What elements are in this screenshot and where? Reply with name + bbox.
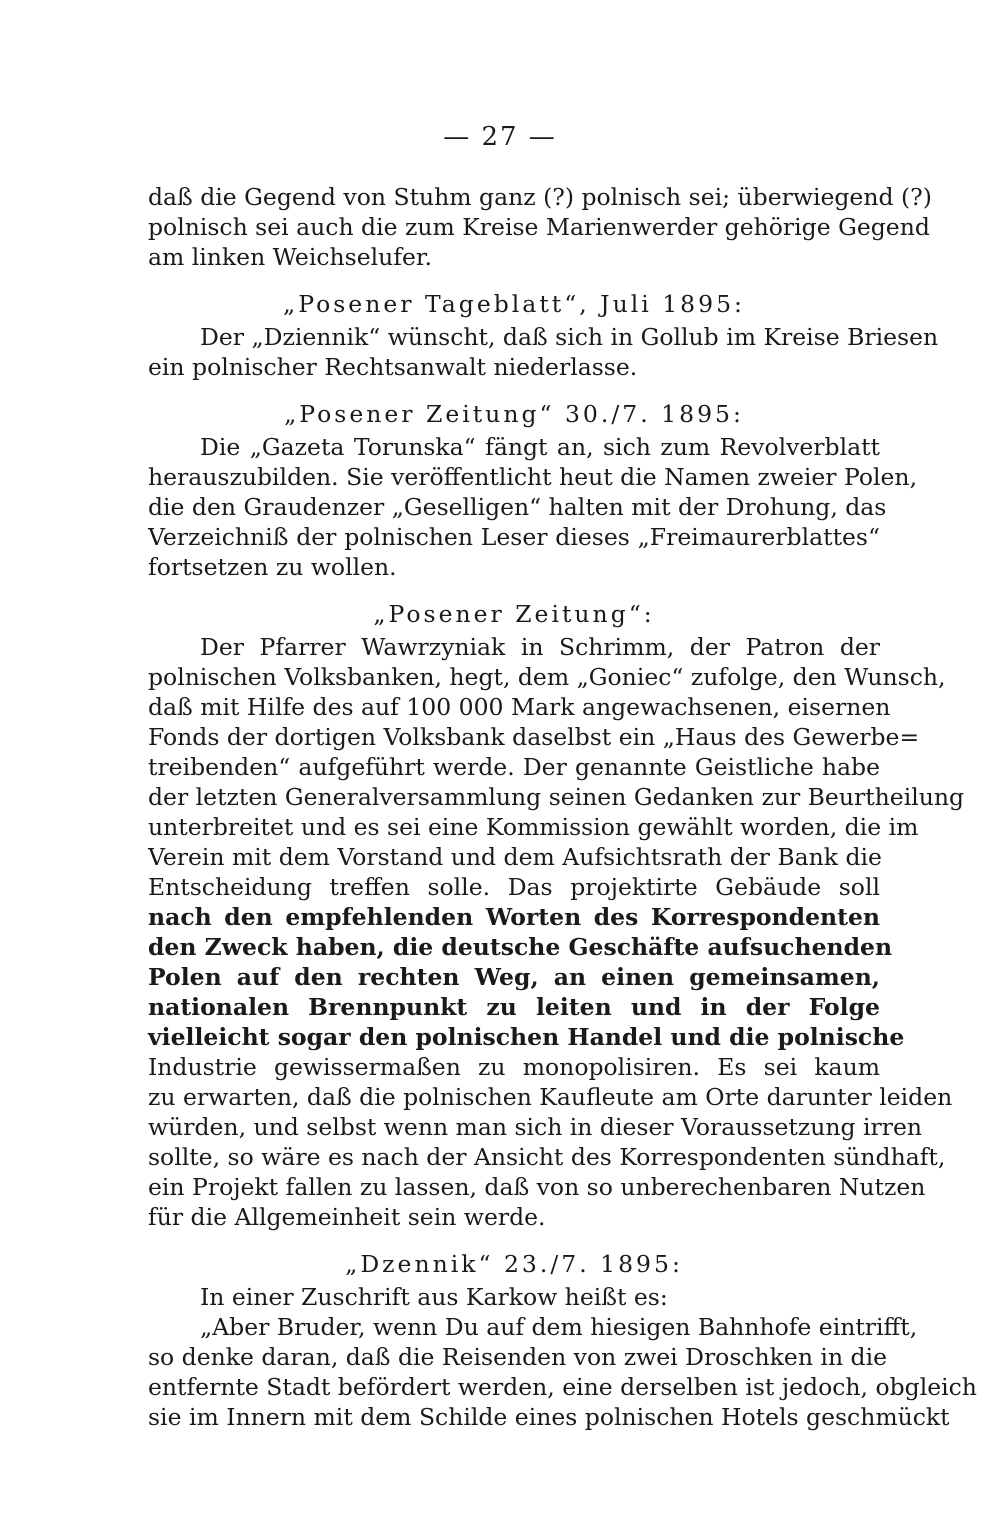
text-line: nationalen Brennpunkt zu leiten und in der Folge xyxy=(148,993,880,1021)
text-line: sollte, so wäre es nach der Ansicht des Korrespondenten sündhaft, xyxy=(148,1143,946,1171)
text-line: herauszubilden. Sie veröffentlicht heut die Namen zweier Polen, xyxy=(148,463,918,491)
text-line: Polen auf den rechten Weg, an einen gemeinsamen, xyxy=(148,963,880,991)
text-line: Die „Gazeta Torunska“ fängt an, sich zum Revolverblatt xyxy=(200,433,880,461)
text-line: entfernte Stadt befördert werden, eine derselben ist jedoch, obgleich xyxy=(148,1373,977,1401)
text-line: Der „Dziennik“ wünscht, daß sich in Gollub im Kreise Briesen xyxy=(200,323,939,351)
text-line: daß mit Hilfe des auf 100 000 Mark angewachsenen, eisernen xyxy=(148,693,891,721)
text-line: würden, und selbst wenn man sich in dieser Voraussetzung irren xyxy=(148,1113,923,1141)
text-line: zu erwarten, daß die polnischen Kaufleute am Orte darunter leiden xyxy=(148,1083,953,1111)
text-line: nach den empfehlenden Worten des Korrespondenten xyxy=(148,903,880,931)
text-line: am linken Weichselufer. xyxy=(148,243,432,271)
text-line: In einer Zuschrift aus Karkow heißt es: xyxy=(200,1283,668,1311)
section-heading: „Posener Zeitung“: xyxy=(373,600,655,628)
text-line: der letzten Generalversammlung seinen Gedanken zur Beurtheilung xyxy=(148,783,965,811)
section-heading: „Dzennik“ 23./7. 1895: xyxy=(345,1250,683,1278)
text-line: ein polnischer Rechtsanwalt niederlasse. xyxy=(148,353,638,381)
text-line: Der Pfarrer Wawrzyniak in Schrimm, der Patron der xyxy=(200,633,880,661)
text-line: den Zweck haben, die deutsche Geschäfte aufsuchenden xyxy=(148,933,893,961)
text-line: so denke daran, daß die Reisenden von zwei Droschken in die xyxy=(148,1343,888,1371)
text-line: „Aber Bruder, wenn Du auf dem hiesigen Bahnhofe eintrifft, xyxy=(200,1313,918,1341)
section-heading: „Posener Zeitung“ 30./7. 1895: xyxy=(284,400,744,428)
text-line: sie im Innern mit dem Schilde eines polnischen Hotels geschmückt xyxy=(148,1403,950,1431)
text-line: daß die Gegend von Stuhm ganz (?) polnisch sei; überwiegend (?) xyxy=(148,183,932,211)
text-line: die den Graudenzer „Geselligen“ halten mit der Drohung, das xyxy=(148,493,887,521)
page-number: — 27 — xyxy=(443,122,557,152)
text-line: Industrie gewissermaßen zu monopolisiren. Es sei kaum xyxy=(148,1053,880,1081)
text-line: vielleicht sogar den polnischen Handel und die polnische xyxy=(148,1023,905,1051)
section-heading: „Posener Tageblatt“, Juli 1895: xyxy=(283,290,745,318)
body-text xyxy=(148,182,977,1432)
text-line: treibenden“ aufgeführt werde. Der genannte Geistliche habe xyxy=(148,753,880,781)
text-line: polnischen Volksbanken, hegt, dem „Goniec“ zufolge, den Wunsch, xyxy=(148,663,946,691)
text-line: Verein mit dem Vorstand und dem Aufsichtsrath der Bank die xyxy=(148,843,882,871)
text-line: fortsetzen zu wollen. xyxy=(148,553,397,581)
text-line: unterbreitet und es sei eine Kommission gewählt worden, die im xyxy=(148,813,919,841)
text-line: Fonds der dortigen Volksbank daselbst ein „Haus des Gewerbe= xyxy=(148,723,920,751)
text-line: für die Allgemeinheit sein werde. xyxy=(148,1203,546,1231)
text-line: polnisch sei auch die zum Kreise Marienwerder gehörige Gegend xyxy=(148,213,930,241)
text-line: Verzeichniß der polnischen Leser dieses „Freimaurerblattes“ xyxy=(148,523,880,551)
text-line: ein Projekt fallen zu lassen, daß von so unberechenbaren Nutzen xyxy=(148,1173,926,1201)
text-line: Entscheidung treffen solle. Das projektirte Gebäude soll xyxy=(148,873,880,901)
